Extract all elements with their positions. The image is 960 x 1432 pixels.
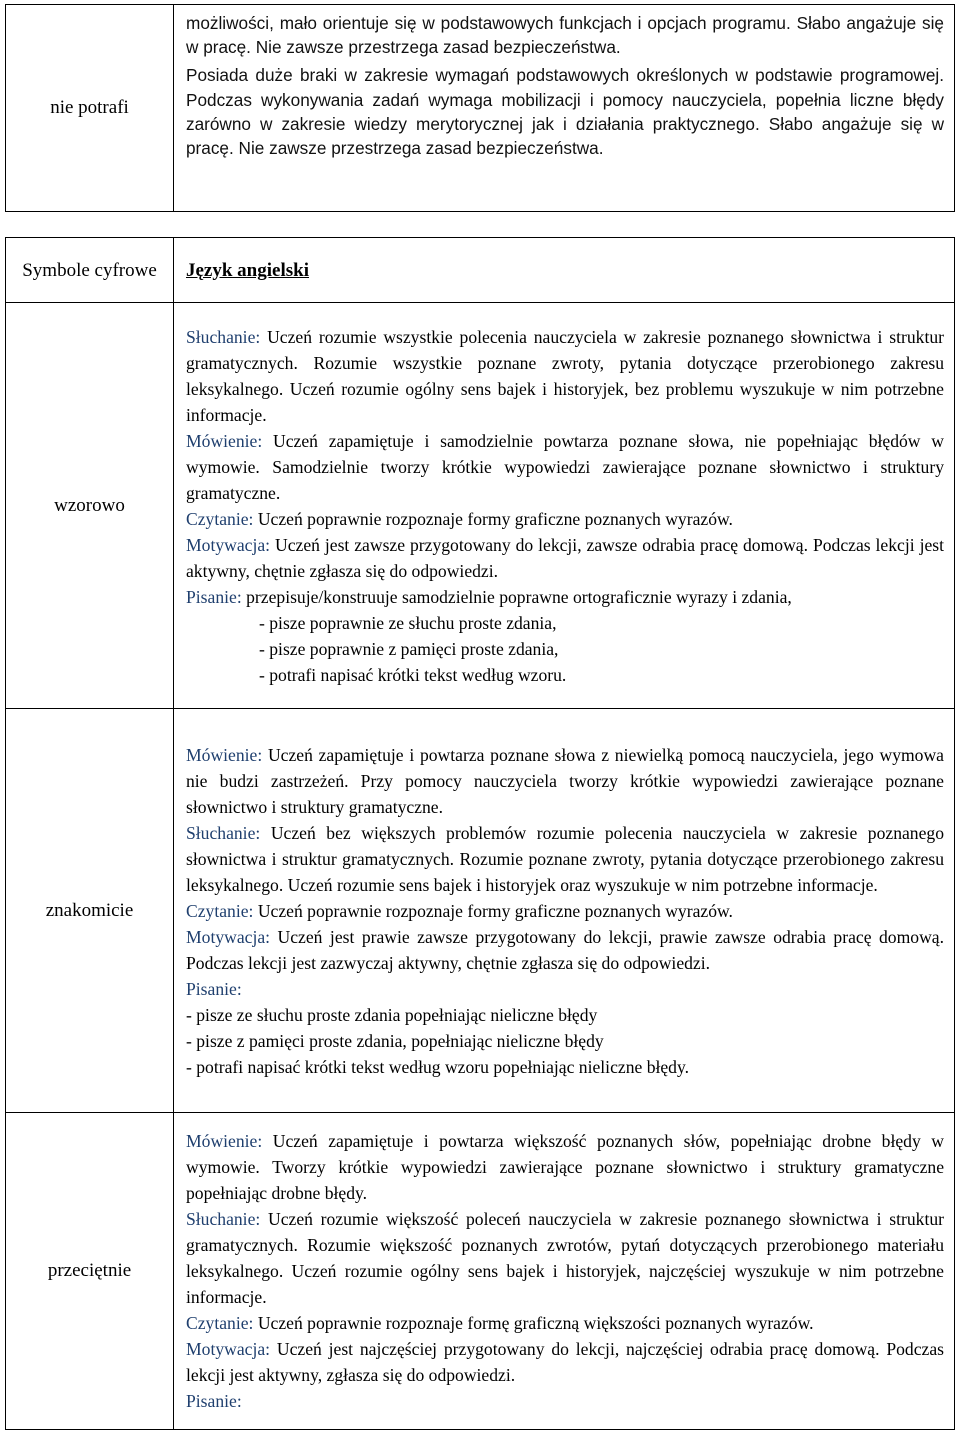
description-paragraph (186, 506, 944, 532)
skill-keyword: Pisanie: (186, 586, 242, 607)
grade-label-przecietnie: przeciętnie (6, 1113, 174, 1430)
skill-text: Uczeń poprawnie rozpoznaje formy graficzne poznanych wyrazów. (253, 900, 733, 921)
skill-text: Uczeń poprawnie rozpoznaje formy graficzne poznanych wyrazów. (253, 508, 733, 529)
description-paragraph (186, 428, 944, 506)
header-symbols-label: Symbole cyfrowe (6, 238, 174, 303)
skill-keyword: Słuchanie: (186, 1209, 261, 1229)
table-row (6, 5, 955, 212)
skill-keyword: Mówienie: (186, 744, 263, 765)
list-item: - pisze ze słuchu proste zdania popełniając nieliczne błędy (186, 1004, 598, 1025)
skill-keyword: Czytanie: (186, 508, 254, 529)
description-paragraph (186, 1336, 944, 1388)
table-row (6, 303, 955, 709)
skill-keyword: Mówienie: (186, 1131, 263, 1151)
skill-text: Uczeń zapamiętuje i powtarza większość poznanych słów, popełniając drobne błędy w wymowie. Tworzy krótkie wypowiedzi zawierające poznane słownictwo i struktury gramatyczne popełniając drobne błędy. (186, 1131, 944, 1203)
description-paragraph (186, 820, 944, 898)
skill-keyword: Mówienie: (186, 430, 263, 451)
grade-description-przecietnie (174, 1113, 955, 1430)
header-subject-cell (174, 238, 955, 303)
table-row (6, 709, 955, 1113)
indented-item: - pisze poprawnie z pamięci proste zdania, (259, 638, 559, 659)
grade-label-znakomicie: znakomicie (6, 709, 174, 1113)
skill-text: Uczeń zapamiętuje i samodzielnie powtarza poznane słowa, nie popełniając błędów w wymowie. Samodzielnie tworzy krótkie wypowiedzi zawierające poznane słownictwo i struktury gramatyczne. (186, 430, 944, 503)
description-paragraph (186, 742, 944, 820)
skill-text: Uczeń jest zawsze przygotowany do lekcji, zawsze odrabia pracę domową. Podczas lekcji jest aktywny, chętnie zgłasza się do odpowiedzi. (186, 534, 944, 581)
skill-text: Uczeń jest najczęściej przygotowany do lekcji, najczęściej odrabia pracę domową. Podczas lekcji jest aktywny, zgłasza się do odpowiedzi. (186, 1339, 944, 1385)
table-row (6, 1113, 955, 1430)
grade-description-wzorowo (174, 303, 955, 709)
list-item: - potrafi napisać krótki tekst według wzoru popełniając nieliczne błędy. (186, 1056, 690, 1077)
skill-text: Uczeń rozumie większość poleceń nauczyciela w zakresie poznanego słownictwa i struktur gramatycznych. Rozumie większość poznanych zwrotów, pytań dotyczących przerobionego materiału leksykalnego. Uczeń rozumie ogólny sens bajek i historyjek, najczęściej wyszukuje w nim potrzebne informacje. (186, 1209, 944, 1307)
description-paragraph (186, 976, 944, 1002)
skill-text: Uczeń zapamiętuje i powtarza poznane słowa z niewielką pomocą nauczyciela, jego wymowa nie budzi zastrzeżeń. Przy pomocy nauczyciela tworzy krótkie wypowiedzi zawierające poznane słownictwo i struktury gramatyczne. (186, 744, 944, 817)
skill-text: Uczeń rozumie wszystkie polecenia nauczyciela w zakresie poznanego słownictwa i struktur gramatycznych. Rozumie wszystkie poznane zwroty, pytania dotyczące przerobionego zakresu leksykalnego. Uczeń rozumie ogólny sens bajek i historyjek, bez problemu wyszukuje w nim potrzebne informacje. (186, 326, 944, 425)
skill-keyword: Czytanie: (186, 900, 254, 921)
grade-label-nie-potrafi: nie potrafi (6, 5, 174, 212)
description-paragraph (186, 924, 944, 976)
indented-item: - pisze poprawnie ze słuchu proste zdania, (259, 612, 557, 633)
indented-item: - potrafi napisać krótki tekst według wzoru. (259, 664, 567, 685)
skill-keyword: Czytanie: (186, 1313, 254, 1333)
description-paragraph (186, 898, 944, 924)
subject-title: Język angielski (186, 259, 309, 281)
skill-keyword: Słuchanie: (186, 822, 261, 843)
skill-text: przepisuje/konstruuje samodzielnie poprawne ortograficznie wyrazy i zdania, (241, 586, 792, 607)
table-header-row (6, 238, 955, 303)
skill-keyword: Pisanie: (186, 1391, 242, 1411)
skill-text: Uczeń poprawnie rozpoznaje formę graficzną większości poznanych wyrazów. (253, 1313, 814, 1333)
skill-keyword: Motywacja: (186, 1339, 271, 1359)
list-item: - pisze z pamięci proste zdania, popełniając nieliczne błędy (186, 1030, 604, 1051)
skill-keyword: Motywacja: (186, 926, 271, 947)
description-paragraph (186, 1206, 944, 1310)
description-paragraph: Posiada duże braki w zakresie wymagań podstawowych określonych w podstawie programowej. Podczas wykonywania zadań wymaga mobilizacji i pomocy nauczyciela, popełnia liczne błędy zarówno w zakresie wiedzy merytorycznej jak i działania praktycznego. Słabo angażuje się w pracę. Nie zawsze przestrzega zasad bezpieczeństwa. (186, 65, 944, 159)
description-paragraph (186, 584, 944, 610)
description-paragraph (186, 1128, 944, 1206)
skill-keyword: Motywacja: (186, 534, 271, 555)
skill-text: Uczeń bez większych problemów rozumie polecenia nauczyciela w zakresie poznanego słownictwa i struktur gramatycznych. Rozumie poznane zwroty, pytania dotyczące przerobionego zakresu leksykalnego. Uczeń rozumie sens bajek i historyjek oraz wyszukuje w nim potrzebne informacje. (186, 822, 944, 895)
description-paragraph (186, 1310, 944, 1336)
grade-label-wzorowo: wzorowo (6, 303, 174, 709)
grade-description-nie-potrafi (174, 5, 955, 212)
description-paragraph: możliwości, mało orientuje się w podstawowych funkcjach i opcjach programu. Słabo angażuje się w pracę. Nie zawsze przestrzega zasad bezpieczeństwa. (186, 13, 944, 58)
description-paragraph (186, 1388, 944, 1414)
grading-table-top (5, 4, 955, 212)
skill-text: Uczeń jest prawie zawsze przygotowany do lekcji, prawie zawsze odrabia pracę domową. Podczas lekcji jest zazwyczaj aktywny, chętnie zgłasza się do odpowiedzi. (186, 926, 944, 973)
grading-table-english (5, 237, 955, 1430)
description-paragraph (186, 324, 944, 428)
description-paragraph (186, 532, 944, 584)
skill-keyword: Słuchanie: (186, 326, 261, 347)
skill-keyword: Pisanie: (186, 978, 242, 999)
grade-description-znakomicie (174, 709, 955, 1113)
